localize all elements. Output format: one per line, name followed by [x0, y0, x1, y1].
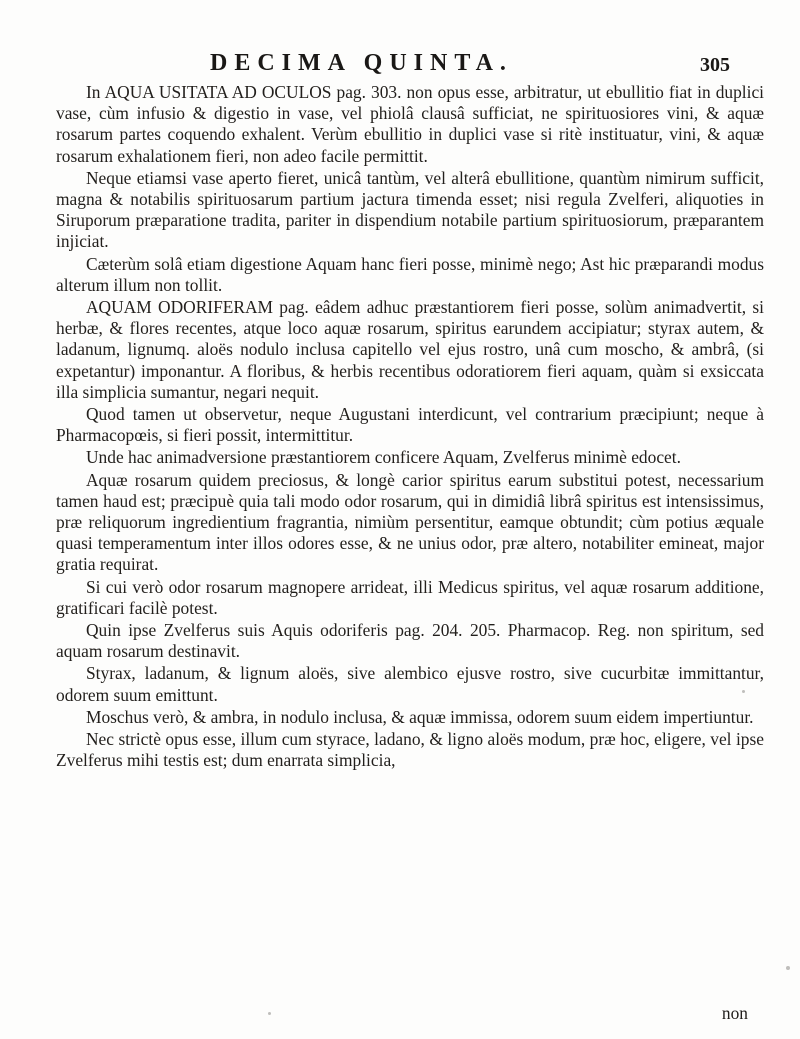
- paragraph: Neque etiamsi vase aperto fieret, unicâ tantùm, vel alterâ ebullitione, quantùm nimirum sufficit, magna & notabilis spirituosarum partium jactura timenda esset; nisi regula Zvelferi, aliquoties in Siruporum præparatione tradita, pariter in dispendium notabile partium spirituosiorum, præparantem injiciat.: [56, 167, 764, 252]
- body-text: [56, 82, 764, 772]
- paragraph: Unde hac animadversione præstantiorem conficere Aquam, Zvelferus minimè edocet.: [86, 447, 681, 468]
- running-title: DECIMA QUINTA.: [210, 50, 513, 76]
- page-number: 305: [700, 54, 730, 76]
- paragraph: Si cui verò odor rosarum magnopere arrideat, illi Medicus spiritus, vel aquæ rosarum additione, gratificari facilè potest.: [56, 576, 764, 618]
- paragraph: Quin ipse Zvelferus suis Aquis odoriferis pag. 204. 205. Pharmacop. Reg. non spiritum, sed aquam rosarum destinavit.: [56, 620, 764, 662]
- catchword: non: [721, 1003, 748, 1023]
- paper-speck: [742, 690, 745, 693]
- paragraph: Moschus verò, & ambra, in nodulo inclusa, & aquæ immissa, odorem suum eidem impertiuntur.: [86, 706, 754, 727]
- paragraph: Nec strictè opus esse, illum cum styrace, ladano, & ligno aloës modum, præ hoc, eligere, vel ipse Zvelferus mihi testis est; dum enarrata simplicia,: [56, 729, 764, 771]
- paragraph: In AQUA USITATA AD OCULOS pag. 303. non opus esse, arbitratur, ut ebullitio fiat in duplici vase, cùm infusio & digestio in vase, vel phiolâ clausâ sufficiat, ne spirituosiores vini, & aquæ rosarum partes coquendo exhalent. Verùm ebullitio in duplici vase si ritè instituatur, vini, & aquæ rosarum exhalationem fieri, non adeo facile permittit.: [56, 82, 764, 166]
- paragraph: Cæterùm solâ etiam digestione Aquam hanc fieri posse, minimè nego; Ast hic præparandi modus alterum illum non tollit.: [56, 253, 764, 295]
- page-header: [150, 50, 730, 84]
- paper-speck: [268, 1012, 271, 1015]
- paper-speck: [786, 966, 790, 970]
- paragraph: Aquæ rosarum quidem preciosus, & longè carior spiritus earum substitui potest, necessarium tamen haud est; præcipuè quia tali modo odor rosarum, qui in dimidiâ librâ spiritus est intensissimus, præ reliquorum ingredientium fragrantia, nimiùm persentitur, eamque obtundit; cùm potius æquale quasi temperamentum inter illos odores esse, & ne unius odor, præ altero, notabiliter emineat, major gratia requirat.: [56, 469, 764, 575]
- paragraph: AQUAM ODORIFERAM pag. eâdem adhuc præstantiorem fieri posse, solùm animadvertit, si herbæ, & flores recentes, atque loco aquæ rosarum, spiritus earundem accipiatur; styrax autem, & ladanum, lignumq. aloës nodulo inclusa capitello vel ejus rostro, unâ cum moscho, & ambrâ, (si expetantur) imponantur. A floribus, & herbis recentibus odoratiorem fieri aquam, quàm si exsiccata illa simplicia sumantur, negari nequit.: [56, 297, 764, 402]
- paragraph: Styrax, ladanum, & lignum aloës, sive alembico ejusve rostro, sive cucurbitæ immittantur, odorem suum emittunt.: [56, 663, 764, 705]
- paragraph: Quod tamen ut observetur, neque Augustani interdicunt, vel contrarium præcipiunt; neque à Pharmacopœis, si fieri possit, intermittitur.: [56, 404, 764, 446]
